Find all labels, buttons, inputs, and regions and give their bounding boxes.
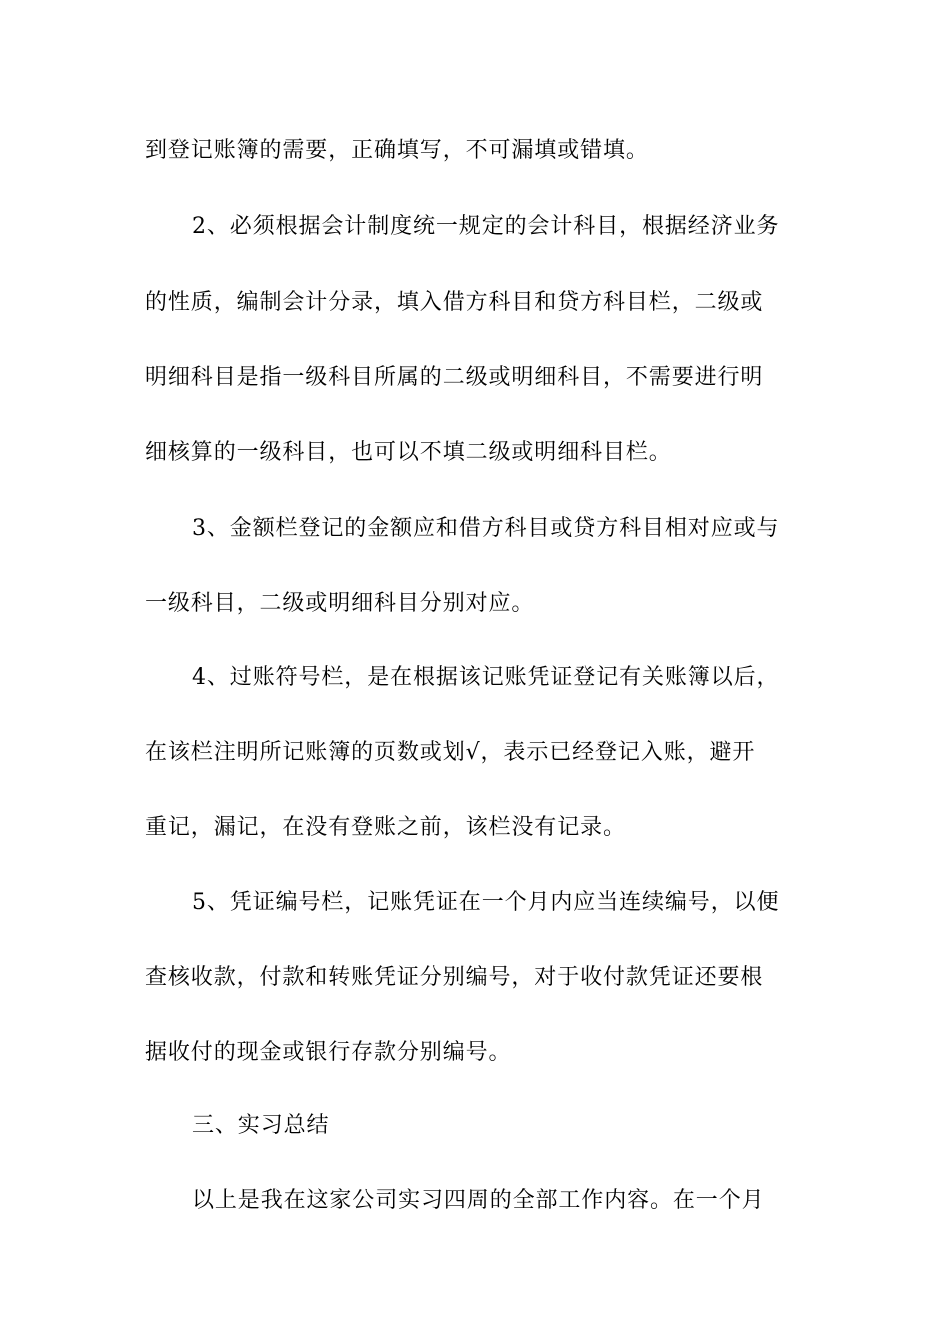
- text-line: 明细科目是指一级科目所属的二级或明细科目，不需要进行明: [145, 365, 764, 390]
- text-line: 细核算的一级科目，也可以不填二级或明细科目栏。: [145, 440, 672, 465]
- text-line: 的性质，编制会计分录，填入借方科目和贷方科目栏，二级或: [145, 290, 764, 315]
- text-line: 重记，漏记，在没有登账之前，该栏没有记录。: [145, 815, 626, 840]
- text-line: 3、金额栏登记的金额应和借方科目或贷方科目相对应或与: [192, 516, 780, 541]
- text-line: 4、过账符号栏，是在根据该记账凭证登记有关账簿以后，: [192, 665, 780, 690]
- text-line: 查核收款，付款和转账凭证分别编号，对于收付款凭证还要根: [145, 965, 764, 990]
- text-line: 到登记账簿的需要，正确填写，不可漏填或错填。: [145, 138, 649, 163]
- text-line: 2、必须根据会计制度统一规定的会计科目，根据经济业务: [192, 214, 780, 239]
- text-line: 5、凭证编号栏，记账凭证在一个月内应当连续编号，以便: [192, 890, 780, 915]
- text-line: 在该栏注明所记账簿的页数或划√，表示已经登记入账，避开: [145, 740, 756, 765]
- text-line: 一级科目，二级或明细科目分别对应。: [145, 591, 535, 616]
- text-line: 据收付的现金或银行存款分别编号。: [145, 1040, 512, 1065]
- section-heading: 三、实习总结: [192, 1113, 330, 1138]
- text-line: 以上是我在这家公司实习四周的全部工作内容。在一个月: [192, 1188, 765, 1213]
